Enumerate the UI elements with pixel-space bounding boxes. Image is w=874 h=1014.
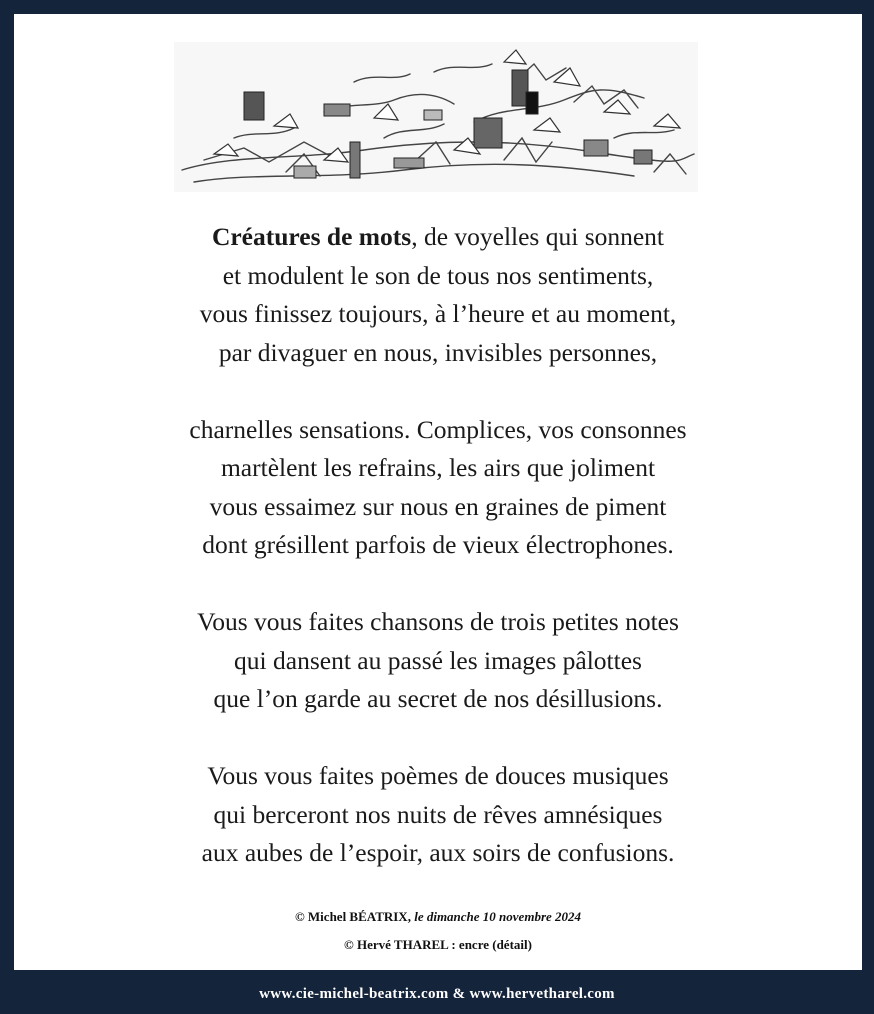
poem-line: vous finissez toujours, à l’heure et au moment, [199,299,677,328]
stanza-3 [14,603,862,719]
stanza-4 [14,757,862,873]
poem-card [14,14,862,970]
poem-line: qui dansent au passé les images pâlottes [234,645,642,675]
stanza-2 [14,411,862,565]
poem-text [14,218,862,873]
poem-line: qui berceront nos nuits de rêves amnésiques [213,799,663,829]
footer-websites: www.cie-michel-beatrix.com & www.hervetharel.com [259,986,615,1002]
poem-title-words: Créatures de mots [211,222,412,251]
poem-line: par divaguer en nous, invisibles personnes, [218,337,658,367]
ink-drawing-image [174,42,698,192]
poem-line: Vous vous faites chansons de trois petites notes [197,607,679,636]
credits [14,903,862,959]
poem-line: martèlent les refrains, les airs que joliment [220,453,656,482]
author-credit: © Michel BÉATRIX, le dimanche 10 novembre 2024 [294,909,582,924]
poem-line: Vous vous faites poèmes de douces musiques [207,761,669,790]
poem-line: vous essaimez sur nous en graines de piment [209,491,667,521]
poem-line: que l’on garde au secret de nos désillusions. [213,684,663,713]
poem-line: et modulent le son de tous nos sentiments, [222,260,654,290]
stanza-1 [14,218,862,372]
poem-line: dont grésillent parfois de vieux électrophones. [202,530,674,559]
poem-line: aux aubes de l’espoir, aux soirs de confusions. [201,838,675,867]
illustration-credit: © Hervé THAREL : encre (détail) [344,937,532,952]
poem-line: charnelles sensations. Complices, vos consonnes [189,414,687,444]
poem-date: le dimanche 10 novembre 2024 [414,909,582,924]
poem-line: Créatures de mots, de voyelles qui sonnent [211,222,665,251]
